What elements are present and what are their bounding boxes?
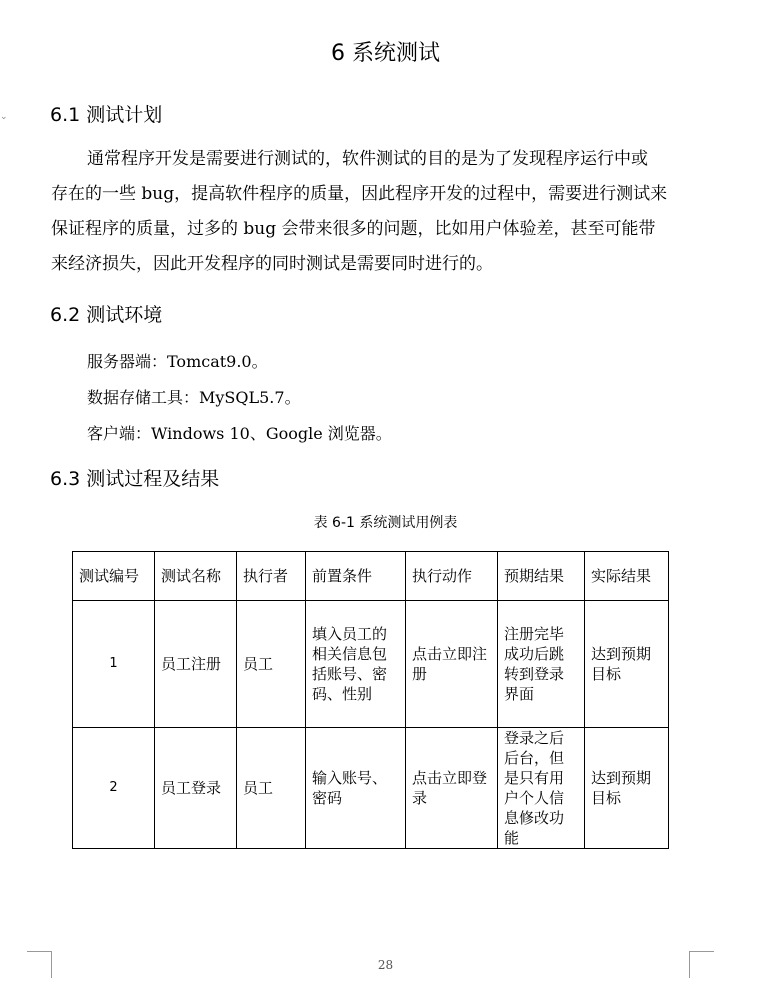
test-case-table [72, 551, 669, 849]
table-cell: 1 [73, 601, 155, 728]
paragraph-line: 通常程序开发是需要进行测试的，软件测试的目的是为了发现程序运行中或 [87, 149, 648, 169]
paragraph-line: 来经济损失，因此开发程序的同时测试是需要同时进行的。 [51, 254, 493, 274]
header-cell: 预期结果 [498, 552, 585, 601]
table-header-row [73, 552, 669, 601]
table-cell: 登录之后后台，但是只有用户个人信息修改功能 [498, 728, 585, 849]
table-cell: 员工 [237, 728, 306, 849]
test-plan-paragraph [51, 142, 701, 282]
section-heading-test-plan: 6.1 测试计划 [50, 104, 163, 126]
table-cell: 2 [73, 728, 155, 849]
table-cell: 达到预期目标 [585, 601, 669, 728]
table-cell: 员工登录 [155, 728, 237, 849]
header-cell: 测试编号 [73, 552, 155, 601]
paragraph-line: 保证程序的质量，过多的 bug 会带来很多的问题，比如用户体验差，甚至可能带 [51, 219, 656, 239]
chevron-down-icon[interactable]: ⌄ [0, 112, 8, 122]
table-cell: 输入账号、密码 [306, 728, 406, 849]
paragraph-line: 存在的一些 bug，提高软件程序的质量，因此程序开发的过程中，需要进行测试来 [51, 184, 668, 204]
header-cell: 执行动作 [406, 552, 498, 601]
header-cell: 执行者 [237, 552, 306, 601]
table-caption: 表 6-1 系统测试用例表 [313, 515, 458, 531]
env-storage: 数据存储工具：MySQL5.7。 [87, 388, 301, 407]
chapter-title: 6 系统测试 [331, 41, 440, 66]
table-row [73, 728, 669, 849]
table-row [73, 601, 669, 728]
env-server: 服务器端：Tomcat9.0。 [87, 352, 268, 371]
section-heading-test-environment: 6.2 测试环境 [50, 304, 163, 326]
section-heading-test-results: 6.3 测试过程及结果 [50, 468, 220, 490]
table-cell: 点击立即注册 [406, 601, 498, 728]
table-cell: 填入员工的相关信息包括账号、密码、性别 [306, 601, 406, 728]
header-cell: 前置条件 [306, 552, 406, 601]
table-cell: 达到预期目标 [585, 728, 669, 849]
header-cell: 实际结果 [585, 552, 669, 601]
table-cell: 注册完毕成功后跳转到登录界面 [498, 601, 585, 728]
header-cell: 测试名称 [155, 552, 237, 601]
env-client: 客户端：Windows 10、Google 浏览器。 [87, 424, 392, 443]
page-number: 28 [377, 958, 394, 972]
table-cell: 员工 [237, 601, 306, 728]
table-cell: 员工注册 [155, 601, 237, 728]
table-cell: 点击立即登录 [406, 728, 498, 849]
